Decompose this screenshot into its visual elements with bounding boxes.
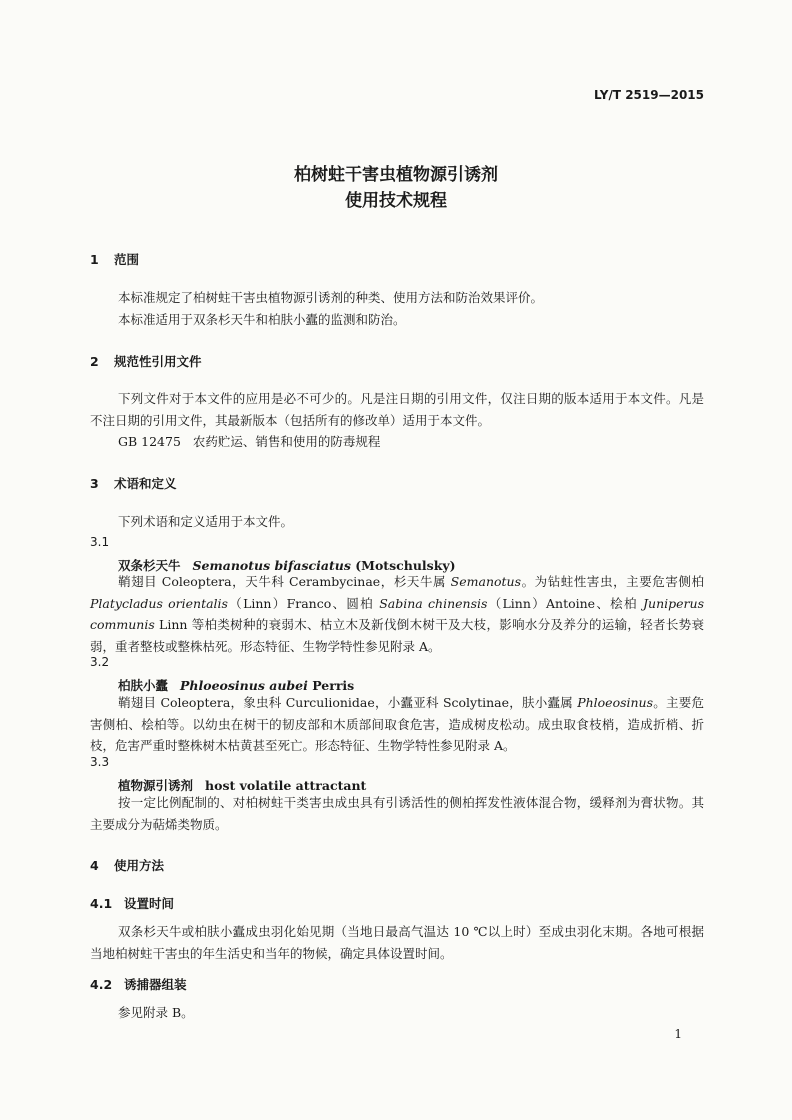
section-3-intro: 下列术语和定义适用于本文件。 (118, 514, 294, 529)
term-chinese: 柏肤小蠹 (118, 678, 169, 693)
definition-text: 鞘翅目 Coleoptera，象虫科 Curculionidae，小蠹亚科 Scolytinae，肤小蠹属 (118, 695, 578, 710)
term-species: Semanotus bifasciatus (192, 558, 351, 573)
term-author: Perris (312, 678, 355, 693)
section-title: 使用方法 (114, 858, 165, 873)
section-title: 术语和定义 (114, 476, 177, 491)
section-title: 范围 (114, 252, 140, 267)
term-number: 3.1 (90, 535, 110, 549)
term-chinese: 双条杉天牛 (118, 558, 181, 573)
definition-text: （Linn）Franco、圆柏 (227, 595, 380, 611)
section-number: 4 (90, 858, 99, 873)
species-name: Juniperus communis (90, 595, 704, 632)
title-line-1: 柏树蛀干害虫植物源引诱剂 (294, 165, 498, 185)
section-1-paragraph-1: 本标准规定了柏树蛀干害虫植物源引诱剂的种类、使用方法和防治效果评价。 (118, 290, 544, 305)
genus-name: Semanotus (450, 574, 522, 589)
section-1-paragraph-2: 本标准适用于双条杉天牛和柏肤小蠹的监测和防治。 (118, 312, 406, 327)
term-number: 3.3 (90, 755, 110, 769)
section-4-heading (90, 856, 164, 874)
subsection-title: 设置时间 (124, 896, 175, 911)
section-3-heading (90, 474, 177, 492)
genus-name: Phloeosinus (577, 695, 654, 710)
term-definition (90, 571, 704, 657)
term-number: 3.2 (90, 655, 110, 669)
page-number: 1 (674, 1027, 682, 1041)
section-number: 2 (90, 354, 99, 369)
standard-code: LY/T 2519—2015 (593, 88, 704, 102)
section-2-heading (90, 352, 202, 370)
subsection-number: 4.2 (90, 977, 113, 992)
subsection-4-2-heading (90, 975, 187, 993)
normative-reference (90, 431, 704, 453)
reference-code: GB 12475 (118, 434, 181, 449)
definition-text: （Linn）Antoine、桧柏 (487, 595, 644, 611)
term-species: Phloeosinus aubei (180, 678, 308, 693)
term-definition: 按一定比例配制的、对柏树蛀干类害虫成虫具有引诱活性的侧柏挥发性液体混合物，缓释剂为膏状物。其主要成分为萜烯类物质。 (90, 795, 704, 832)
definition-text: 。主要危害侧柏、桧柏等。以幼虫在树干的韧皮部和木质部间取食危害，造成树皮松动。成虫取食枝梢，造成折梢、折枝，危害严重时整株树木枯黄甚至死亡。形态特征、生物学特性参见附录 A。 (90, 695, 704, 753)
subsection-4-2-paragraph: 参见附录 B。 (118, 1005, 194, 1020)
section-number: 3 (90, 476, 99, 491)
species-name: Sabina chinensis (379, 595, 488, 611)
subsection-4-1-paragraph: 双条杉天牛或柏肤小蠹成虫羽化始见期（当地日最高气温达 10 ℃以上时）至成虫羽化末期。各地可根据当地柏树蛀干害虫的年生活史和当年的物候，确定具体设置时间。 (90, 924, 704, 961)
section-1-heading (90, 250, 139, 268)
term-definition (90, 692, 704, 757)
species-name: Platycladus orientalis (90, 595, 228, 611)
subsection-title: 诱捕器组装 (124, 977, 187, 992)
definition-text: 鞘翅目 Coleoptera，天牛科 Cerambycinae，杉天牛属 (118, 574, 451, 589)
term-author: (Motschulsky) (355, 558, 456, 573)
title-line-2: 使用技术规程 (345, 191, 447, 211)
reference-title: 农药贮运、销售和使用的防毒规程 (192, 434, 381, 449)
section-title: 规范性引用文件 (114, 354, 202, 369)
term-english: host volatile attractant (205, 778, 367, 793)
subsection-number: 4.1 (90, 896, 113, 911)
section-2-paragraph: 下列文件对于本文件的应用是必不可少的。凡是注日期的引用文件，仅注日期的版本适用于本文件。凡是不注日期的引用文件，其最新版本（包括所有的修改单）适用于本文件。 (90, 391, 704, 428)
subsection-4-1-heading (90, 894, 174, 912)
definition-text: 。为钻蛀性害虫，主要危害侧柏 (521, 574, 704, 589)
section-number: 1 (90, 252, 99, 267)
term-chinese: 植物源引诱剂 (118, 778, 194, 793)
definition-text: Linn 等柏类树种的衰弱木、枯立木及新伐倒木树干及大枝，影响水分及养分的运输，轻者长势衰弱，重者整枝或整株枯死。形态特征、生物学特性参见附录 A。 (90, 617, 704, 654)
